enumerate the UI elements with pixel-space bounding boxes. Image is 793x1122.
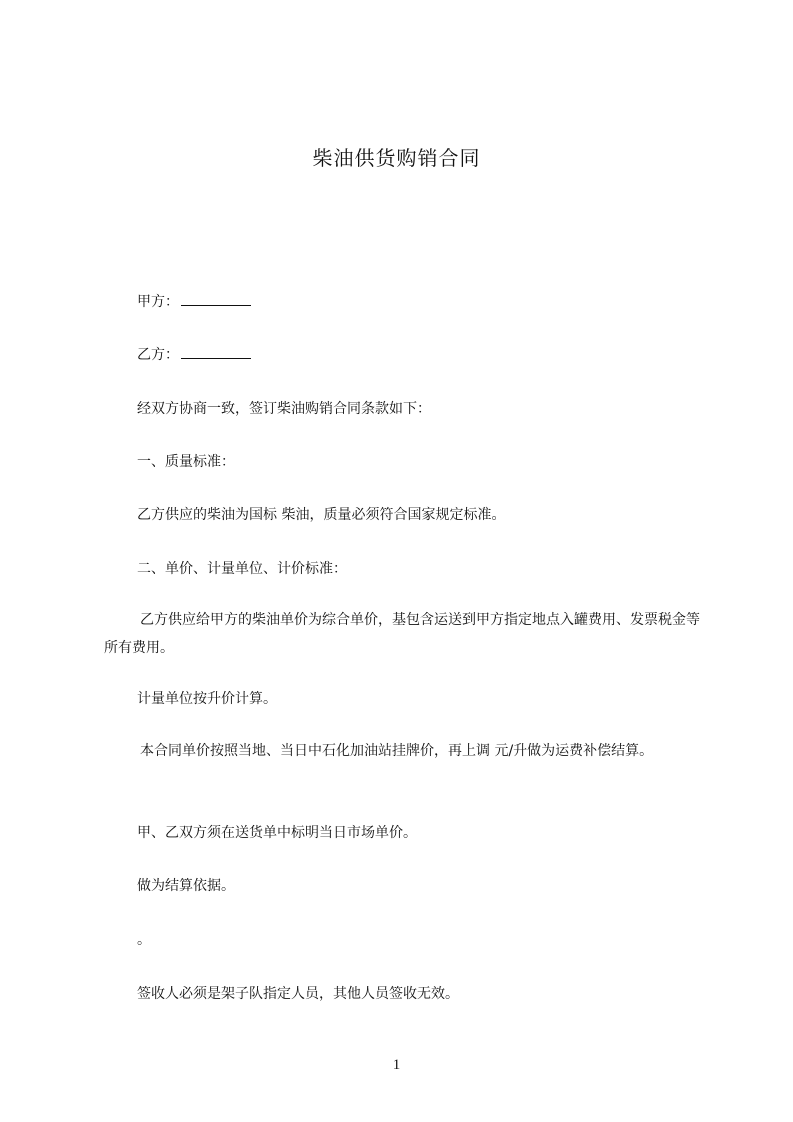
section1-text: 乙方供应的柴油为国标 柴油，质量必须符合国家规定标准。 xyxy=(137,507,506,523)
section2-paragraph-4: 甲、乙双方须在送货单中标明当日市场单价。 xyxy=(137,825,417,841)
party-b-label: 乙方： xyxy=(137,347,179,363)
section1-heading: 一、质量标准： xyxy=(137,454,235,470)
document-title: 柴油供货购销合同 xyxy=(312,146,481,170)
section2-paragraph-2: 计量单位按升价计算。 xyxy=(137,691,277,707)
party-a-label: 甲方： xyxy=(137,294,179,310)
section2-heading: 二、单价、计量单位、计价标准： xyxy=(137,561,347,577)
section2-paragraph-6: 。 xyxy=(137,932,151,948)
party-b-line xyxy=(137,344,251,365)
party-a-line xyxy=(137,291,251,312)
party-b-blank xyxy=(181,344,251,359)
section2-paragraph-1: 乙方供应给甲方的柴油单价为综合单价，基包含运送到甲方指定地点入罐费用、发票税金等所有费用。 xyxy=(104,612,700,656)
page-number: 1 xyxy=(392,1057,401,1073)
intro-paragraph: 经双方协商一致，签订柴油购销合同条款如下： xyxy=(137,401,431,417)
section2-paragraph-5: 做为结算依据。 xyxy=(137,878,235,894)
section2-paragraph-7: 签收人必须是架子队指定人员，其他人员签收无效。 xyxy=(137,986,459,1002)
section2-paragraph-3: 本合同单价按照当地、当日中石化加油站挂牌价，再上调 元/升做为运费补偿结算。 xyxy=(140,743,654,759)
party-a-blank xyxy=(181,291,251,306)
